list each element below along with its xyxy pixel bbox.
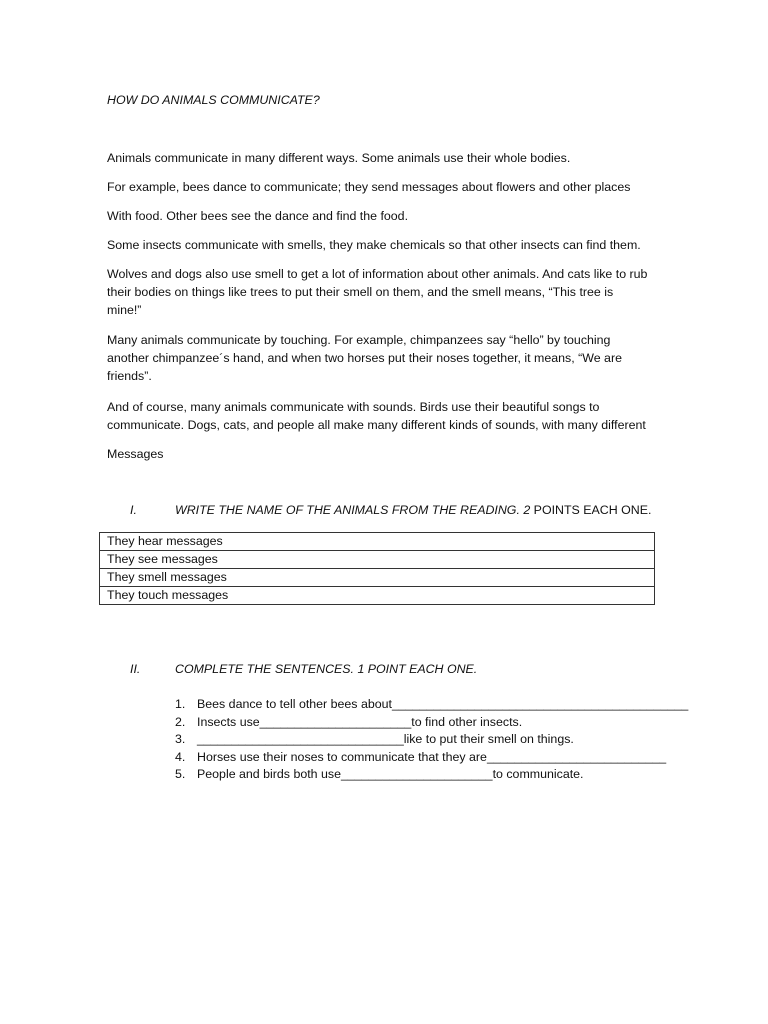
paragraph-wolves-dogs xyxy=(107,265,667,319)
section-1-title-normal: POINTS EACH ONE. xyxy=(530,503,652,517)
table-row xyxy=(100,569,655,587)
paragraph-sounds xyxy=(107,398,667,434)
paragraph-line: With food. Other bees see the dance and find the food. xyxy=(107,209,409,223)
paragraph-line: Some insects communicate with smells, they make chemicals so that other insects can find them. xyxy=(107,238,641,252)
table-cell-hear: They hear messages xyxy=(100,533,655,551)
item-number: 3. xyxy=(175,732,186,746)
table-cell-see: They see messages xyxy=(100,551,655,569)
item-text: Bees dance to tell other bees about___________________________________________ xyxy=(197,697,689,711)
worksheet-title: HOW DO ANIMALS COMMUNICATE? xyxy=(107,93,320,107)
item-number: 2. xyxy=(175,714,186,729)
paragraph-touching xyxy=(107,331,667,385)
item-text: Horses use their noses to communicate that they are__________________________ xyxy=(197,749,667,764)
table-cell-smell: They smell messages xyxy=(100,569,655,587)
item-text: Insects use______________________to find other insects. xyxy=(197,714,523,729)
paragraph-line: For example, bees dance to communicate; they send messages about flowers and other places xyxy=(107,180,631,194)
answer-table xyxy=(99,532,655,605)
paragraph-intro xyxy=(107,149,667,167)
section-1-title xyxy=(175,503,651,517)
section-2-number: II. xyxy=(130,662,141,676)
section-1-number: I. xyxy=(130,503,137,517)
item-text: People and birds both use______________________to communicate. xyxy=(197,767,584,781)
section-2-title: COMPLETE THE SENTENCES. 1 POINT EACH ONE. xyxy=(175,662,478,676)
paragraph-line: Many animals communicate by touching. For example, chimpanzees say “hello” by touching xyxy=(107,333,611,347)
paragraph-insects xyxy=(107,236,667,254)
paragraph-line: Messages xyxy=(107,447,164,461)
table-row xyxy=(100,533,655,551)
paragraph-food xyxy=(107,207,667,225)
paragraph-line: their bodies on things like trees to put their smell on them, and the smell means, “This tree is xyxy=(107,285,614,299)
list-item xyxy=(175,731,688,749)
paragraph-line: friends”. xyxy=(107,369,152,383)
table-row xyxy=(100,587,655,605)
paragraph-messages xyxy=(107,445,667,463)
paragraph-line: communicate. Dogs, cats, and people all make many different kinds of sounds, with many different xyxy=(107,418,646,432)
paragraph-line: mine!” xyxy=(107,303,142,317)
table-cell-touch: They touch messages xyxy=(100,587,655,605)
item-number: 5. xyxy=(175,767,186,781)
section-1-title-italic: WRITE THE NAME OF THE ANIMALS FROM THE READING. 2 xyxy=(175,503,531,517)
paragraph-line: Wolves and dogs also use smell to get a lot of information about other animals. And cats like to rub xyxy=(107,267,648,281)
item-text: ______________________________like to put their smell on things. xyxy=(197,732,574,746)
list-item xyxy=(175,749,688,767)
table-row xyxy=(100,551,655,569)
paragraph-bees xyxy=(107,178,667,196)
sentence-list xyxy=(175,696,688,784)
paragraph-line: Animals communicate in many different ways. Some animals use their whole bodies. xyxy=(107,151,571,165)
item-number: 1. xyxy=(175,697,186,711)
paragraph-line: another chimpanzee´s hand, and when two horses put their noses together, it means, “We are xyxy=(107,351,622,365)
list-item xyxy=(175,766,688,784)
item-number: 4. xyxy=(175,749,186,764)
list-item xyxy=(175,714,688,732)
list-item xyxy=(175,696,688,714)
paragraph-line: And of course, many animals communicate with sounds. Birds use their beautiful songs to xyxy=(107,400,600,414)
